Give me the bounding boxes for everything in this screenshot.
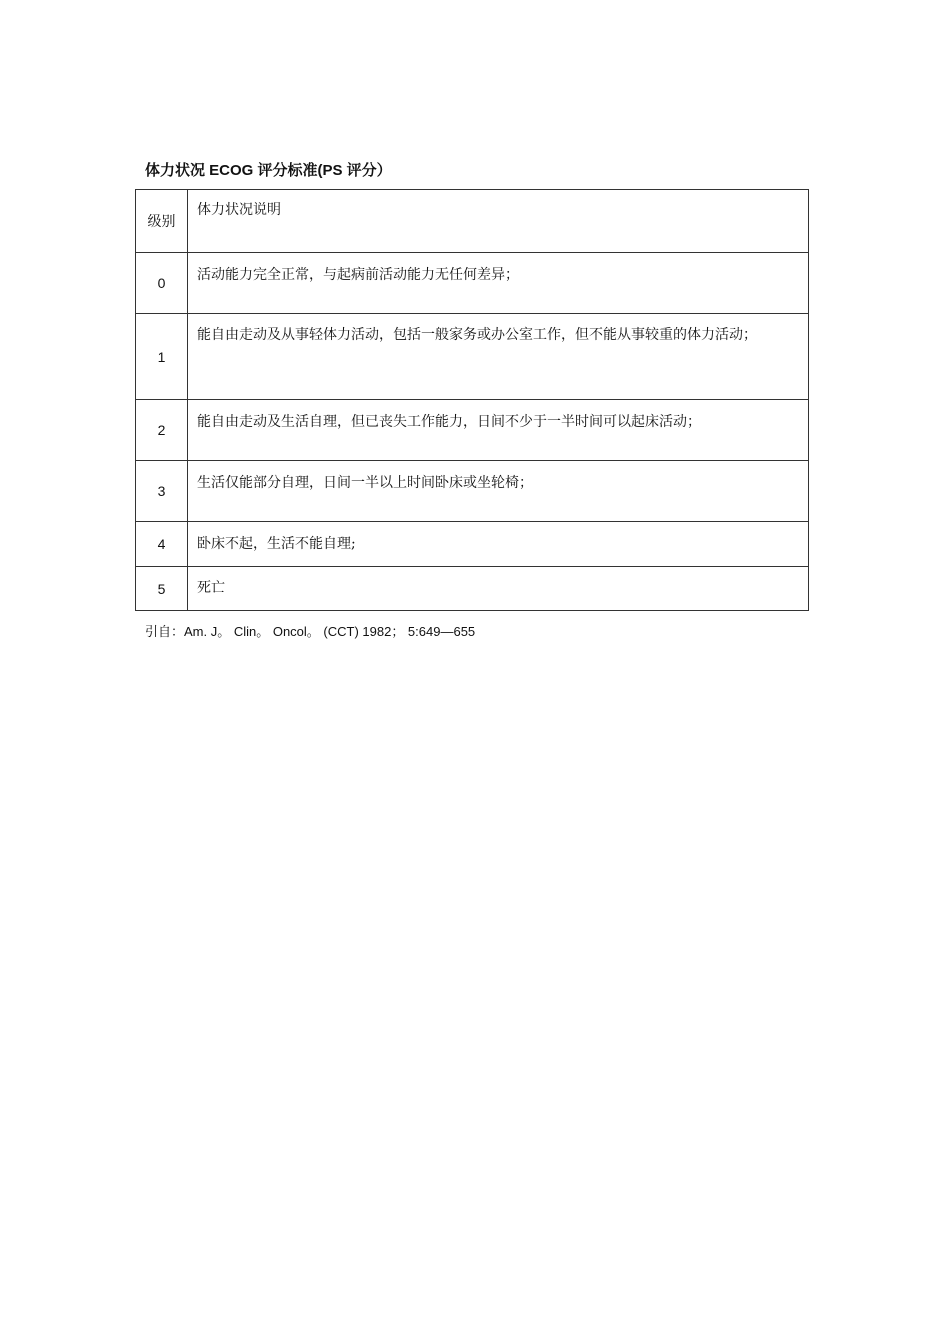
grade-cell: 0 — [136, 253, 188, 314]
description-cell: 能自由走动及生活自理，但已丧失工作能力，日间不少于一半时间可以起床活动； — [188, 400, 809, 461]
table-row — [136, 253, 809, 314]
table-row — [136, 461, 809, 522]
grade-cell: 5 — [136, 567, 188, 611]
header-grade-cell: 级别 — [136, 190, 188, 253]
grade-cell: 2 — [136, 400, 188, 461]
table-row — [136, 567, 809, 611]
ecog-table — [135, 189, 809, 611]
grade-cell: 3 — [136, 461, 188, 522]
table-row — [136, 314, 809, 400]
table-row — [136, 400, 809, 461]
grade-cell: 4 — [136, 522, 188, 567]
page-title: 体力状况 ECOG 评分标准(PS 评分） — [145, 162, 392, 179]
grade-cell: 1 — [136, 314, 188, 400]
table-header-row — [136, 190, 809, 253]
description-cell: 活动能力完全正常，与起病前活动能力无任何差异； — [188, 253, 809, 314]
header-description-cell: 体力状况说明 — [188, 190, 809, 253]
description-cell: 死亡 — [188, 567, 809, 611]
citation: 引自：Am. J。 Clin。 Oncol。 (CCT) 1982； 5:649—655 — [145, 624, 476, 639]
description-cell: 卧床不起，生活不能自理; — [188, 522, 809, 567]
table-row — [136, 522, 809, 567]
description-cell: 能自由走动及从事轻体力活动，包括一般家务或办公室工作，但不能从事较重的体力活动； — [188, 314, 809, 400]
description-cell: 生活仅能部分自理，日间一半以上时间卧床或坐轮椅； — [188, 461, 809, 522]
